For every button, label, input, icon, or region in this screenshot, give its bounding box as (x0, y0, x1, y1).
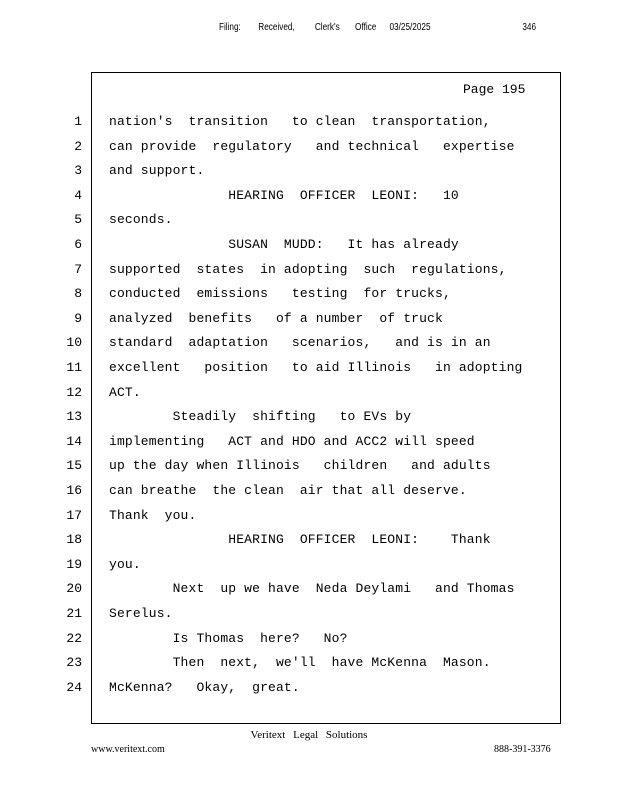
line-text: analyzed benefits of a number of truck (109, 310, 443, 326)
line-number: 22 (66, 630, 82, 646)
sheet-number: 346 (522, 22, 537, 33)
line-text: conducted emissions testing for trucks, (109, 286, 451, 302)
line-number: 21 (66, 606, 82, 621)
line-text: you. (109, 556, 141, 572)
line-text: ACT. (109, 384, 141, 400)
line-text: Serelus. (109, 606, 173, 621)
footer-phone: 888-391-3376 (494, 744, 551, 755)
line-text: SUSAN MUDD: It has already (109, 237, 459, 252)
line-number: 16 (66, 483, 82, 498)
line-text: and support. (109, 163, 205, 179)
line-number: 24 (66, 679, 82, 695)
line-number: 20 (66, 581, 82, 597)
received-label: Received, (258, 22, 295, 33)
line-text: HEARING OFFICER LEONI: 10 (109, 187, 459, 203)
line-number: 19 (66, 556, 82, 572)
line-number: 14 (66, 433, 82, 449)
page-number: Page 195 (463, 82, 526, 97)
line-number: 12 (66, 384, 82, 400)
line-number: 1 (74, 114, 82, 129)
clerks-label: Clerk's (314, 22, 340, 33)
line-text: can provide regulatory and technical expertise (109, 138, 515, 154)
line-text: excellent position to aid Illinois in adopting (109, 360, 523, 375)
line-number: 7 (74, 261, 82, 277)
filing-date: 03/25/2025 (389, 22, 431, 33)
line-text: nation's transition to clean transportation, (109, 114, 491, 129)
line-text: supported states in adopting such regulations, (109, 261, 507, 277)
line-text: Then next, we'll have McKenna Mason. (109, 655, 491, 671)
filing-label: Filing: (218, 22, 241, 33)
footer-company: Veritext Legal Solutions (250, 729, 368, 741)
line-text: Is Thomas here? No? (109, 630, 348, 646)
line-text: Next up we have Neda Deylami and Thomas (109, 581, 515, 597)
line-number: 15 (66, 458, 82, 474)
line-text: up the day when Illinois children and adults (109, 458, 491, 474)
filing-header (0, 22, 537, 38)
line-number: 11 (66, 360, 82, 375)
line-number: 23 (66, 655, 82, 671)
line-text: standard adaptation scenarios, and is in an (109, 335, 491, 351)
line-number: 3 (74, 163, 82, 179)
line-text: Steadily shifting to EVs by (109, 409, 412, 425)
line-number: 5 (74, 212, 82, 228)
line-number: 17 (66, 507, 82, 523)
line-number: 18 (66, 532, 82, 548)
line-number: 8 (74, 286, 82, 302)
line-text: HEARING OFFICER LEONI: Thank (109, 532, 491, 548)
footer-website: www.veritext.com (91, 744, 165, 755)
line-number: 9 (74, 310, 82, 326)
line-text: can breathe the clean air that all deserve. (109, 483, 467, 498)
line-text: seconds. (109, 212, 173, 228)
office-label: Office (355, 22, 377, 33)
line-number: 13 (66, 409, 82, 425)
line-number: 4 (74, 187, 82, 203)
line-number: 6 (74, 237, 82, 252)
line-text: McKenna? Okay, great. (109, 679, 300, 695)
line-text: implementing ACT and HDO and ACC2 will speed (109, 433, 475, 449)
line-number: 2 (74, 138, 82, 154)
line-text: Thank you. (109, 507, 197, 523)
line-number: 10 (66, 335, 82, 351)
